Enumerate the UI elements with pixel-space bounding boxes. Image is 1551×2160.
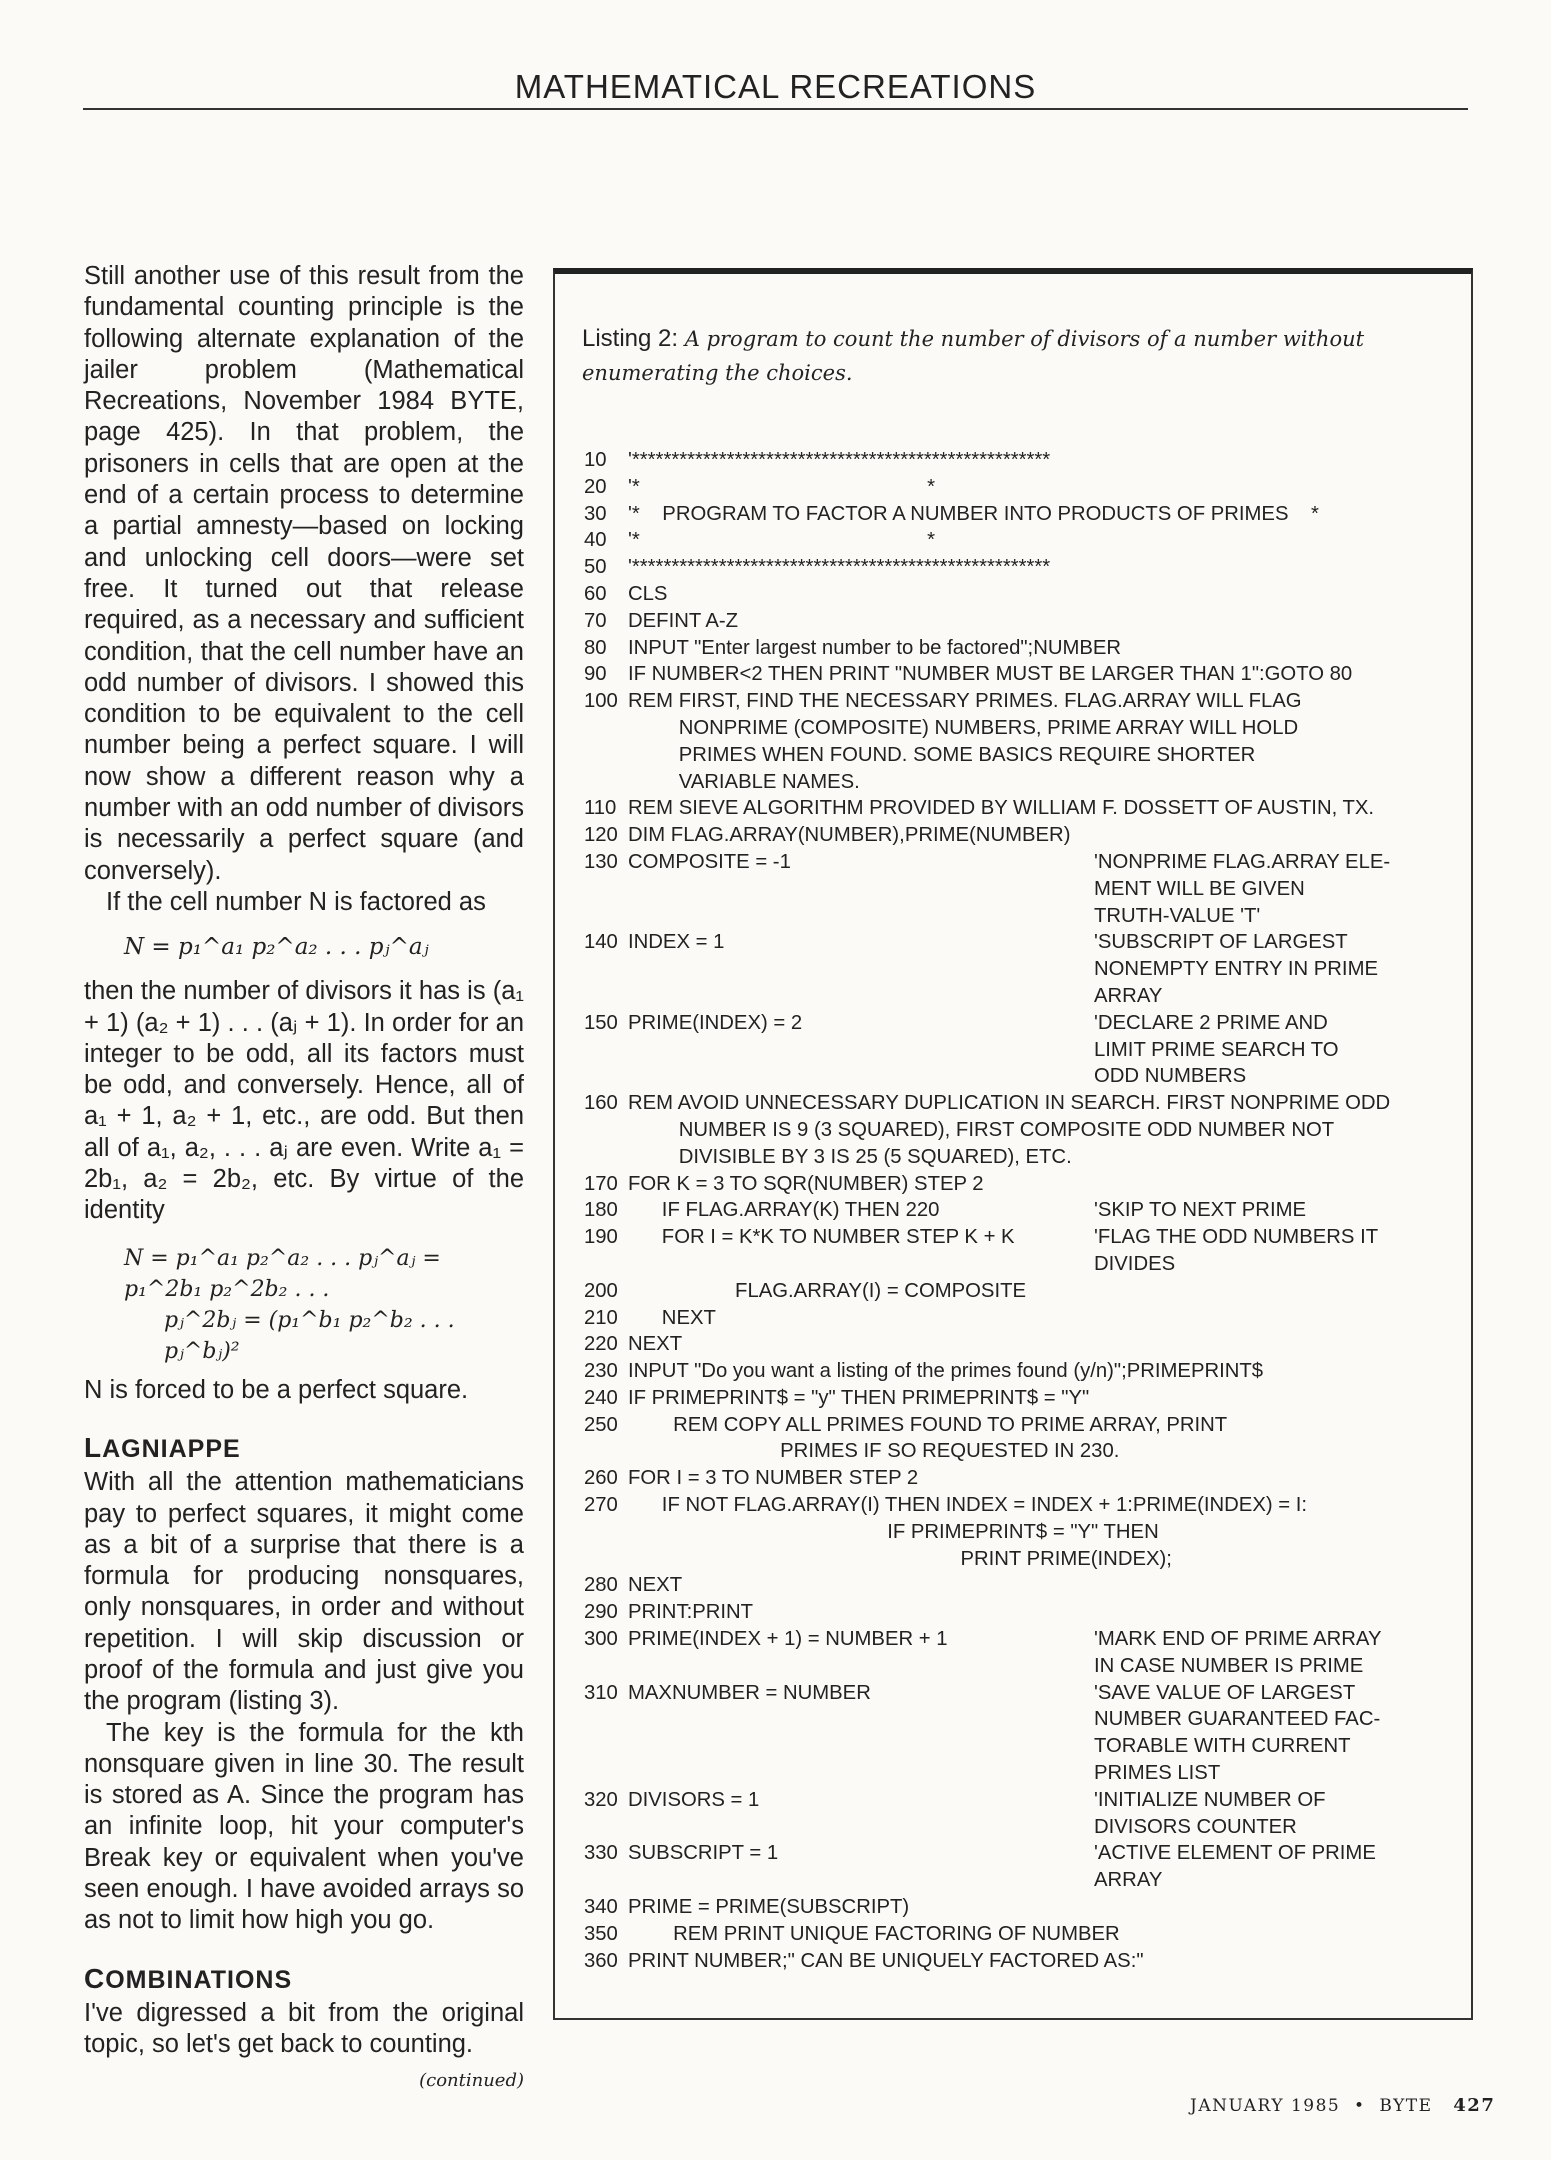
code-text: FOR I = K*K TO NUMBER STEP K + K [628, 1226, 1015, 1249]
code-line [584, 822, 1454, 849]
section-heading-combinations: COMBINATIONS [84, 1962, 293, 1994]
identity-formula [124, 1243, 524, 1367]
code-text: '* * [628, 529, 936, 552]
code-comment: ARRAY [1094, 984, 1163, 1007]
magazine-name: BYTE [1379, 2096, 1433, 2116]
code-text: IF PRIMEPRINT$ = "Y" THEN [628, 1520, 1159, 1543]
section-heading-lagniappe: LAGNIAPPE [84, 1431, 241, 1463]
code-line [584, 1385, 1454, 1412]
code-line [584, 1251, 1454, 1278]
code-text: NONPRIME (COMPOSITE) NUMBERS, PRIME ARRAY WILL HOLD [628, 716, 1299, 739]
line-number: 260 [584, 1467, 618, 1490]
line-number: 180 [584, 1199, 618, 1222]
code-text: VARIABLE NAMES. [628, 770, 860, 793]
code-comment: IN CASE NUMBER IS PRIME [1094, 1654, 1364, 1677]
code-line [584, 876, 1454, 903]
code-text: INPUT "Do you want a listing of the primes found (y/n)";PRIMEPRINT$ [628, 1360, 1264, 1383]
code-line [584, 1305, 1454, 1332]
code-line [584, 1760, 1454, 1787]
code-text: NUMBER IS 9 (3 SQUARED), FIRST COMPOSITE ODD NUMBER NOT [628, 1118, 1335, 1141]
code-line [584, 1358, 1454, 1385]
code-comment: 'INITIALIZE NUMBER OF [1094, 1788, 1326, 1811]
code-text: COMPOSITE = -1 [628, 850, 791, 873]
code-line [584, 1331, 1454, 1358]
code-line [584, 1680, 1454, 1707]
code-line [584, 1171, 1454, 1198]
code-text: DIVISIBLE BY 3 IS 25 (5 SQUARED), ETC. [628, 1145, 1072, 1168]
code-line [584, 1599, 1454, 1626]
code-comment: DIVISORS COUNTER [1094, 1815, 1297, 1838]
formula-line: pⱼ^2bⱼ = (p₁^b₁ p₂^b₂ . . . pⱼ^bⱼ)² [164, 1307, 455, 1364]
code-line [584, 527, 1454, 554]
separator: • [1354, 2096, 1366, 2116]
code-text: IF PRIMEPRINT$ = "y" THEN PRIMEPRINT$ = "Y" [628, 1386, 1090, 1409]
code-comment: MENT WILL BE GIVEN [1094, 877, 1305, 900]
code-line [584, 1224, 1454, 1251]
code-text: '* * [628, 475, 936, 498]
code-line [584, 661, 1454, 688]
code-line [584, 1840, 1454, 1867]
code-line [584, 447, 1454, 474]
paragraph: Still another use of this result from the fundamental counting principle is the following alternate explanation of the jailer problem (Mathematical Recreations, November 1984 BYTE, page 425). In that problem, the prisoners in cells that are open at the end of a certain process to determine a partial amnesty—based on locking and unlocking cell doors—were set free. It turned out that release required, as a necessary and sufficient condition, that the cell number have an odd number of divisors. I showed this condition to be equivalent to the cell number being a perfect square. I will now show a different reason why a number with an odd number of divisors is necessarily a perfect square (and conversely). [84, 262, 524, 885]
line-number: 220 [584, 1333, 618, 1356]
code-comment: PRIMES LIST [1094, 1762, 1221, 1785]
code-line [584, 1626, 1454, 1653]
line-number: 140 [584, 931, 618, 954]
line-number: 160 [584, 1092, 618, 1115]
code-line [584, 849, 1454, 876]
code-text: '***************************************************** [628, 556, 1051, 579]
code-line [584, 1546, 1454, 1573]
code-line [584, 554, 1454, 581]
code-text: NEXT [628, 1333, 683, 1356]
line-number: 70 [584, 609, 607, 632]
line-number: 320 [584, 1788, 618, 1811]
line-number: 80 [584, 636, 607, 659]
code-line [584, 1037, 1454, 1064]
line-number: 110 [584, 797, 617, 820]
code-text: REM FIRST, FIND THE NECESSARY PRIMES. FLAG.ARRAY WILL FLAG [628, 690, 1302, 713]
code-comment: NUMBER GUARANTEED FAC- [1094, 1708, 1381, 1731]
code-line [584, 501, 1454, 528]
code-text: IF FLAG.ARRAY(K) THEN 220 [628, 1199, 940, 1222]
code-text: PRIME(INDEX) = 2 [628, 1011, 803, 1034]
line-number: 280 [584, 1574, 618, 1597]
line-number: 10 [584, 449, 607, 471]
code-line [584, 1814, 1454, 1841]
line-number: 190 [584, 1226, 618, 1249]
code-line [584, 1921, 1454, 1948]
line-number: 40 [584, 529, 607, 552]
code-comment: NONEMPTY ENTRY IN PRIME [1094, 958, 1378, 981]
code-text: PRIMES WHEN FOUND. SOME BASICS REQUIRE SHORTER [628, 743, 1256, 766]
code-text: REM COPY ALL PRIMES FOUND TO PRIME ARRAY, PRINT [628, 1413, 1228, 1436]
formula: N = p₁^a₁ p₂^a₂ . . . pⱼ^aⱼ [124, 934, 429, 961]
code-text: NEXT [628, 1574, 683, 1597]
code-text: FOR I = 3 TO NUMBER STEP 2 [628, 1467, 919, 1490]
line-number: 290 [584, 1601, 618, 1624]
line-number: 170 [584, 1172, 618, 1195]
code-line [584, 1867, 1454, 1894]
line-number: 350 [584, 1922, 618, 1945]
code-text: IF NUMBER<2 THEN PRINT "NUMBER MUST BE LARGER THAN 1":GOTO 80 [628, 663, 1353, 686]
listing-label: Listing 2: [582, 325, 679, 352]
code-text: FOR K = 3 TO SQR(NUMBER) STEP 2 [628, 1172, 984, 1195]
paragraph: then the number of divisors it has is (a₁ + 1) (a₂ + 1) . . . (aⱼ + 1). In order for an integer to be odd, all its factors must be odd, and conversely. Hence, all of a₁ + 1, a₂ + 1, etc., are odd. But then all of a₁, a₂, . . . aⱼ are even. Write a₁ = 2b₁, a₂ = 2b₂, etc. By virtue of the identity [84, 977, 524, 1225]
code-comment: 'DECLARE 2 PRIME AND [1094, 1011, 1328, 1034]
code-line [584, 1492, 1454, 1519]
code-text: '***************************************************** [628, 449, 1051, 471]
paragraph: N is forced to be a perfect square. [84, 1375, 469, 1404]
code-line [584, 1117, 1454, 1144]
line-number: 90 [584, 663, 607, 686]
code-line [584, 1010, 1454, 1037]
code-comment: ARRAY [1094, 1869, 1163, 1892]
code-comment: 'MARK END OF PRIME ARRAY [1094, 1628, 1382, 1651]
line-number: 150 [584, 1011, 618, 1034]
code-listing [584, 447, 1454, 1974]
code-line [584, 1278, 1454, 1305]
code-line [584, 903, 1454, 930]
header-rule [83, 108, 1468, 110]
code-line [584, 956, 1454, 983]
code-line [584, 581, 1454, 608]
formula-line: N = p₁^a₁ p₂^a₂ . . . pⱼ^aⱼ = p₁^2b₁ p₂^2b₂ . . . [124, 1245, 441, 1302]
code-text: CLS [628, 582, 668, 605]
continued-note: (continued) [419, 2069, 524, 2091]
code-line [584, 1572, 1454, 1599]
line-number: 60 [584, 582, 607, 605]
line-number: 30 [584, 502, 607, 525]
code-text: FLAG.ARRAY(I) = COMPOSITE [628, 1279, 1026, 1302]
code-text: INPUT "Enter largest number to be factored";NUMBER [628, 636, 1122, 659]
line-number: 200 [584, 1279, 618, 1302]
code-line [584, 1090, 1454, 1117]
code-comment: 'ACTIVE ELEMENT OF PRIME [1094, 1842, 1376, 1865]
code-line [584, 715, 1454, 742]
code-line [584, 1465, 1454, 1492]
issue-date: JANUARY 1985 [1190, 2096, 1341, 2116]
code-text: PRINT PRIME(INDEX); [628, 1547, 1172, 1570]
page-number: 427 [1453, 2095, 1496, 2116]
code-text: DIM FLAG.ARRAY(NUMBER),PRIME(NUMBER) [628, 824, 1071, 847]
line-number: 330 [584, 1842, 618, 1865]
code-comment: 'NONPRIME FLAG.ARRAY ELE- [1094, 850, 1391, 873]
code-line [584, 1144, 1454, 1171]
code-line [584, 1948, 1454, 1975]
code-line [584, 635, 1454, 662]
listing-caption-text: A program to count the number of divisors of a number without enumerating the choices. [582, 327, 1365, 385]
code-line [584, 1653, 1454, 1680]
code-text: DEFINT A-Z [628, 609, 739, 632]
code-line [584, 1733, 1454, 1760]
paragraph: If the cell number N is factored as [106, 887, 486, 916]
code-comment: 'SUBSCRIPT OF LARGEST [1094, 931, 1348, 954]
line-number: 300 [584, 1628, 618, 1651]
left-column [84, 261, 524, 2096]
line-number: 100 [584, 690, 618, 713]
code-text: NEXT [628, 1306, 716, 1329]
listing-caption [582, 322, 1442, 390]
line-number: 120 [584, 824, 618, 847]
code-text: REM AVOID UNNECESSARY DUPLICATION IN SEARCH. FIRST NONPRIME ODD [628, 1092, 1391, 1115]
code-comment: ODD NUMBERS [1094, 1065, 1247, 1088]
code-comment: TRUTH-VALUE 'T' [1094, 904, 1261, 927]
code-line [584, 1438, 1454, 1465]
code-text: PRINT:PRINT [628, 1601, 754, 1624]
line-number: 360 [584, 1949, 618, 1972]
code-line [584, 1787, 1454, 1814]
code-line [584, 474, 1454, 501]
line-number: 20 [584, 475, 607, 498]
code-comment: 'SKIP TO NEXT PRIME [1094, 1199, 1307, 1222]
code-line [584, 688, 1454, 715]
line-number: 340 [584, 1896, 618, 1919]
code-comment: 'SAVE VALUE OF LARGEST [1094, 1681, 1356, 1704]
line-number: 130 [584, 850, 618, 873]
code-text: SUBSCRIPT = 1 [628, 1842, 779, 1865]
code-line [584, 608, 1454, 635]
code-text: INDEX = 1 [628, 931, 725, 954]
code-line [584, 1197, 1454, 1224]
line-number: 230 [584, 1360, 618, 1383]
code-comment: 'FLAG THE ODD NUMBERS IT [1094, 1226, 1379, 1249]
line-number: 250 [584, 1413, 618, 1436]
code-comment: DIVIDES [1094, 1252, 1176, 1275]
code-line [584, 929, 1454, 956]
running-header: MATHEMATICAL RECREATIONS [514, 68, 1037, 105]
code-text: DIVISORS = 1 [628, 1788, 760, 1811]
line-number: 240 [584, 1386, 618, 1409]
paragraph: With all the attention mathematicians pay to perfect squares, it might come as a bit of a surprise that there is a formula for producing nonsquares, only nonsquares, in order and without repetition. I will skip discussion or proof of the formula and just give you the program (listing 3). [84, 1468, 524, 1716]
code-line [584, 795, 1454, 822]
code-text: IF NOT FLAG.ARRAY(I) THEN INDEX = INDEX + 1:PRIME(INDEX) = I: [628, 1494, 1307, 1517]
code-line [584, 742, 1454, 769]
line-number: 270 [584, 1494, 618, 1517]
code-text: '* PROGRAM TO FACTOR A NUMBER INTO PRODUCTS OF PRIMES * [628, 502, 1319, 525]
line-number: 310 [584, 1681, 618, 1704]
code-line [584, 1063, 1454, 1090]
line-number: 210 [584, 1306, 618, 1329]
page-footer [1190, 2095, 1495, 2116]
code-line [584, 1894, 1454, 1921]
code-text: MAXNUMBER = NUMBER [628, 1681, 871, 1704]
code-text: PRIME(INDEX + 1) = NUMBER + 1 [628, 1628, 948, 1651]
code-text: REM SIEVE ALGORITHM PROVIDED BY WILLIAM F. DOSSETT OF AUSTIN, TX. [628, 797, 1375, 820]
code-text: PRINT NUMBER;" CAN BE UNIQUELY FACTORED AS:" [628, 1949, 1144, 1972]
code-line [584, 1412, 1454, 1439]
code-comment: TORABLE WITH CURRENT [1094, 1735, 1351, 1758]
code-line [584, 769, 1454, 796]
paragraph: I've digressed a bit from the original topic, so let's get back to counting. [84, 1998, 524, 2059]
code-comment: LIMIT PRIME SEARCH TO [1094, 1038, 1339, 1061]
code-line [584, 983, 1454, 1010]
line-number: 50 [584, 556, 607, 579]
code-text: REM PRINT UNIQUE FACTORING OF NUMBER [628, 1922, 1120, 1945]
code-line [584, 1519, 1454, 1546]
code-text: PRIMES IF SO REQUESTED IN 230. [628, 1440, 1120, 1463]
code-line [584, 1706, 1454, 1733]
paragraph: The key is the formula for the kth nonsquare given in line 30. The result is stored as A. Since the program has an infinite loop, hit your computer's Break key or equivalent when you've seen enough. I have avoided arrays so as not to limit how high you go. [84, 1718, 524, 1935]
code-text: PRIME = PRIME(SUBSCRIPT) [628, 1896, 910, 1919]
